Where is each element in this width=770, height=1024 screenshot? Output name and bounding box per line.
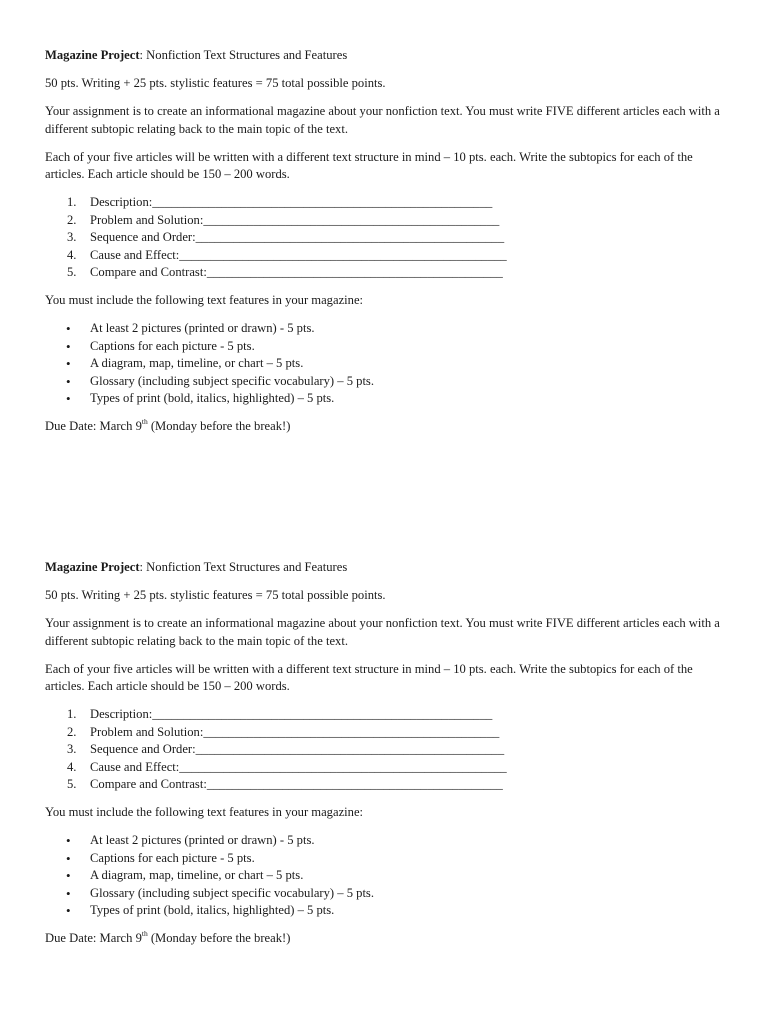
structure-label-blank: Compare and Contrast:_______________________________________________ — [90, 777, 503, 791]
feature-text: Glossary (including subject specific vocabulary) – 5 pts. — [90, 373, 374, 388]
structure-number: 5. — [67, 777, 77, 791]
bullet-icon: • — [66, 850, 71, 866]
structure-item — [45, 706, 735, 724]
bullet-icon: • — [66, 373, 71, 389]
structure-item — [45, 194, 735, 212]
feature-item — [45, 902, 735, 920]
text-feature-list — [45, 320, 735, 408]
feature-item — [45, 320, 735, 338]
feature-text: Glossary (including subject specific vocabulary) – 5 pts. — [90, 885, 374, 900]
due-date — [45, 418, 735, 436]
bullet-icon: • — [66, 903, 71, 918]
feature-text: A diagram, map, timeline, or chart – 5 pts. — [90, 356, 304, 370]
feature-text: A diagram, map, timeline, or chart – 5 pts. — [90, 868, 304, 882]
assignment-description: Your assignment is to create an informational magazine about your nonfiction text. You must write FIVE different articles each with a different subtopic relating back to the main topic of the text. — [45, 616, 720, 648]
structure-instructions: Each of your five articles will be written with a different text structure in mind – 10 pts. each. Write the subtopics for each of the articles. Each article should be 150 – 200 words. — [45, 661, 693, 693]
bullet-icon: • — [66, 391, 71, 406]
bullet-icon: • — [66, 338, 71, 354]
feature-text: Captions for each picture - 5 pts. — [90, 850, 255, 865]
due-date-prefix: Due Date: March 9 — [45, 419, 142, 433]
project-title — [45, 47, 735, 65]
structure-item — [45, 247, 735, 265]
due-date-ordinal: th — [141, 416, 148, 426]
structure-instructions: Each of your five articles will be written with a different text structure in mind – 10 pts. each. Write the subtopics for each of the articles. Each article should be 150 – 200 words. — [45, 149, 693, 181]
structure-item — [45, 776, 735, 794]
features-instructions: You must include the following text features in your magazine: — [45, 293, 364, 307]
text-structure-list — [45, 194, 735, 282]
points-summary: 50 pts. Writing + 25 pts. stylistic features = 75 total possible points. — [45, 76, 386, 90]
points-summary: 50 pts. Writing + 25 pts. stylistic features = 75 total possible points. — [45, 588, 386, 602]
structure-label-blank: Cause and Effect:____________________________________________________ — [90, 247, 507, 262]
project-title-rest: : Nonfiction Text Structures and Features — [139, 48, 348, 62]
bullet-icon: • — [66, 321, 71, 336]
bullet-icon: • — [66, 885, 71, 901]
feature-item — [45, 355, 735, 373]
feature-text: At least 2 pictures (printed or drawn) - 5 pts. — [90, 833, 315, 847]
feature-item — [45, 867, 735, 885]
feature-text: Types of print (bold, italics, highlighted) – 5 pts. — [90, 391, 335, 405]
structure-number: 3. — [67, 230, 77, 244]
feature-item — [45, 850, 735, 868]
text-feature-list — [45, 832, 735, 920]
structure-item — [45, 759, 735, 777]
bullet-icon: • — [66, 356, 71, 371]
structure-label-blank: Compare and Contrast:_______________________________________________ — [90, 265, 503, 279]
feature-item — [45, 390, 735, 408]
feature-item — [45, 338, 735, 356]
structure-number: 4. — [67, 247, 77, 262]
structure-number: 2. — [67, 212, 77, 227]
structure-item — [45, 741, 735, 759]
feature-text: At least 2 pictures (printed or drawn) - 5 pts. — [90, 321, 315, 335]
structure-item — [45, 264, 735, 282]
structure-label-blank: Sequence and Order:_________________________________________________ — [90, 742, 505, 756]
feature-item — [45, 373, 735, 391]
project-title-rest: : Nonfiction Text Structures and Features — [139, 560, 348, 574]
bullet-icon: • — [66, 868, 71, 883]
structure-number: 1. — [67, 195, 77, 209]
structure-number: 4. — [67, 759, 77, 774]
due-date-ordinal: th — [141, 928, 148, 938]
text-structure-list — [45, 706, 735, 794]
due-date-prefix: Due Date: March 9 — [45, 931, 142, 945]
feature-text: Types of print (bold, italics, highlighted) – 5 pts. — [90, 903, 335, 917]
assignment-description: Your assignment is to create an informational magazine about your nonfiction text. You must write FIVE different articles each with a different subtopic relating back to the main topic of the text. — [45, 104, 720, 136]
structure-number: 3. — [67, 742, 77, 756]
structure-number: 2. — [67, 724, 77, 739]
feature-item — [45, 832, 735, 850]
structure-item — [45, 212, 735, 230]
structure-label-blank: Problem and Solution:_______________________________________________ — [90, 724, 500, 739]
structure-label-blank: Description:______________________________________________________ — [90, 195, 493, 209]
bullet-icon: • — [66, 833, 71, 848]
due-date — [45, 930, 735, 948]
handout-top — [45, 47, 735, 446]
handout-bottom — [45, 559, 735, 958]
structure-label-blank: Sequence and Order:_________________________________________________ — [90, 230, 505, 244]
structure-item — [45, 229, 735, 247]
structure-label-blank: Description:______________________________________________________ — [90, 707, 493, 721]
structure-item — [45, 724, 735, 742]
structure-label-blank: Problem and Solution:_______________________________________________ — [90, 212, 500, 227]
structure-number: 5. — [67, 265, 77, 279]
feature-text: Captions for each picture - 5 pts. — [90, 338, 255, 353]
project-title — [45, 559, 735, 577]
features-instructions: You must include the following text features in your magazine: — [45, 805, 364, 819]
feature-item — [45, 885, 735, 903]
structure-number: 1. — [67, 707, 77, 721]
project-title-bold: Magazine Project — [45, 48, 140, 62]
project-title-bold: Magazine Project — [45, 560, 140, 574]
due-date-suffix: (Monday before the break!) — [147, 419, 291, 433]
due-date-suffix: (Monday before the break!) — [147, 931, 291, 945]
structure-label-blank: Cause and Effect:____________________________________________________ — [90, 759, 507, 774]
